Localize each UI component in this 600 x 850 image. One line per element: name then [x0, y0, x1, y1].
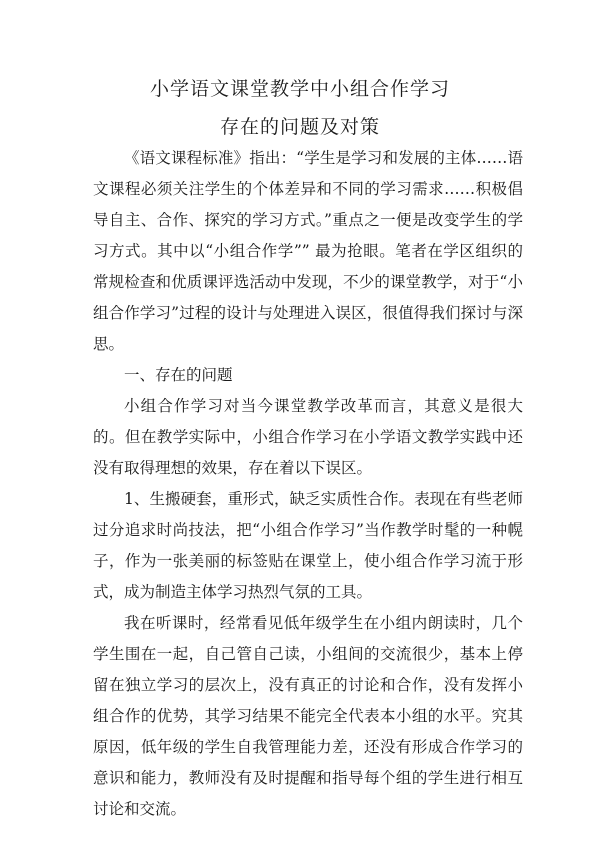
paragraph-intro: 《语文课程标准》指出：“学生是学习和发展的主体……语文课程必须关注学生的个体差异和不同的学习需求……积极倡导自主、合作、探究的学习方式。”重点之一便是改变学生的学习方式。其中以“小组合作学”” 最为抢眼。笔者在学区组织的常规检查和优质课评选活动中发现，不少的课堂教学，对于“小组合作学习”过程的设计与处理进入误区，很值得我们探讨与深思。	[93, 149, 523, 353]
paragraph-problems-intro: 小组合作学习对当今课堂教学改革而言，其意义是很大的。但在教学实际中，小组合作学习在小学语文教学实践中还没有取得理想的效果，存在着以下误区。	[93, 397, 523, 477]
paragraph-observation: 我在听课时，经常看见低年级学生在小组内朗读时，几个学生围在一起，自己管自己读，小组间的交流很少，基本上停留在独立学习的层次上，没有真正的讨论和合作，没有发挥小组合作的优势，其学习结果不能完全代表本小组的水平。究其原因，低年级的学生自我管理能力差，还没有形成合作学习的意识和能力，教师没有及时提醒和指导每个组的学生进行相互讨论和交流。	[93, 614, 523, 818]
document-title-line-2: 存在的问题及对策	[219, 116, 380, 138]
paragraph-point-1: 1、生搬硬套，重形式，缺乏实质性合作。表现在有些老师过分追求时尚技法，把“小组合作学习”当作教学时髦的一种幌子，作为一张美丽的标签贴在课堂上，使小组合作学习流于形式，成为制造主体学习热烈气氛的工具。	[93, 490, 523, 601]
document-title-line-1: 小学语文课堂教学中小组合作学习	[149, 78, 450, 100]
section-heading-problems: 一、存在的问题	[124, 366, 233, 384]
document-body	[93, 143, 523, 825]
